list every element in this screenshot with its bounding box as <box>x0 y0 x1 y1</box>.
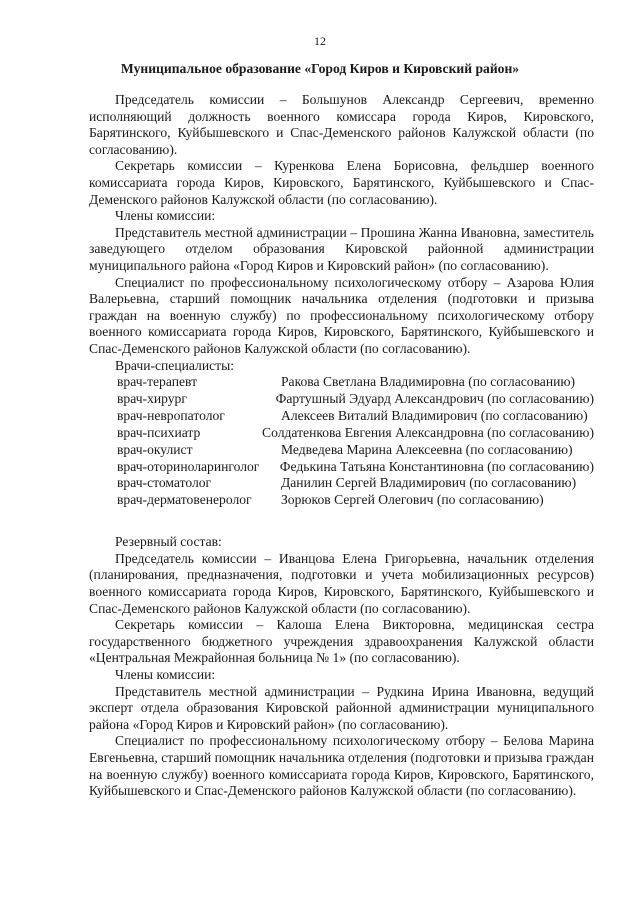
doctor-name: Федькина Татьяна Константиновна (по согласованию) <box>279 458 594 474</box>
doctor-specialty: врач-оториноларинголог <box>117 458 260 474</box>
doctor-specialty: врач-окулист <box>117 441 193 457</box>
doctor-row <box>89 425 594 442</box>
doctor-name: Солдатенкова Евгения Александровна (по согласованию) <box>262 424 594 440</box>
doctor-row <box>89 442 594 459</box>
doctor-specialty: врач-стоматолог <box>117 475 212 491</box>
doctor-specialty: врач-психиатр <box>117 424 201 440</box>
reserve-label: Резервный состав: <box>115 534 222 550</box>
doctor-name: Данилин Сергей Владимирович (по согласованию) <box>281 475 577 491</box>
main-chairman-paragraph: Председатель комиссии – Большунов Александр Сергеевич, временно исполняющий должность военного комиссара города Киров, Кировского, Барятинского, Куйбышевского и Спас-Деменского районов Калужской области (по согласованию). <box>89 92 594 157</box>
doctor-name: Фартушный Эдуард Александрович (по согласованию) <box>275 390 594 406</box>
document-title: Муниципальное образование «Город Киров и Кировский район» <box>120 61 520 76</box>
doctor-row <box>89 408 594 425</box>
doctor-name: Медведева Марина Алексеевна (по согласованию) <box>281 441 573 457</box>
doctor-specialty: врач-невропатолог <box>117 407 225 423</box>
doctor-row <box>89 492 594 509</box>
doctor-row <box>89 475 594 492</box>
reserve-members-label: Члены комиссии: <box>115 666 216 682</box>
doctor-row <box>89 374 594 391</box>
document-body <box>89 92 594 800</box>
doctor-name: Алексеев Виталий Владимирович (по согласованию) <box>281 407 588 423</box>
main-secretary-paragraph: Секретарь комиссии – Куренкова Елена Борисовна, фельдшер военного комиссариата города Киров, Кировского, Барятинского, Куйбышевского и Спас-Деменского районов Калужской области (по согласованию). <box>89 158 594 207</box>
main-psych-paragraph: Специалист по профессиональному психологическому отбору – Азарова Юлия Валерьевна, старший помощник начальника отделения (подготовки и призыва граждан на военную службу) по профессиональному психологическому отбору военного комиссариата города Киров, Кировского, Барятинского, Куйбышевского и Спас-Деменского районов Калужской области (по согласованию). <box>89 274 594 356</box>
page-number: 12 <box>314 34 326 48</box>
reserve-chairman-paragraph: Председатель комиссии – Иванцова Елена Григорьевна, начальник отделения (планирования, предназначения, подготовки и учета мобилизационных ресурсов) военного комиссариата города Киров, Кировского, Барятинского, Куйбышевского и Спас-Деменского районов Калужской области (по согласованию). <box>89 550 594 616</box>
doctor-name: Ракова Светлана Владимировна (по согласованию) <box>281 374 576 390</box>
doctor-name: Зорюков Сергей Олегович (по согласованию) <box>281 492 544 508</box>
doctor-specialty: врач-дерматовенеролог <box>117 492 252 508</box>
main-local-admin-paragraph: Представитель местной администрации – Прошина Жанна Ивановна, заместитель заведующего отделом образования Кировской районной администрации муниципального района «Город Киров и Кировский район» (по согласованию). <box>89 224 594 273</box>
reserve-secretary-paragraph: Секретарь комиссии – Калоша Елена Викторовна, медицинская сестра государственного бюджетного учреждения здравоохранения Калужской области «Центральная Межрайонная больница № 1» (по согласованию). <box>89 617 594 666</box>
doctors-list <box>89 374 594 509</box>
doctor-row <box>89 391 594 408</box>
doctors-label: Врачи-специалисты: <box>115 357 234 373</box>
doctor-row <box>89 459 594 476</box>
reserve-local-admin-paragraph: Представитель местной администрации – Рудкина Ирина Ивановна, ведущий эксперт отдела образования Кировской районной администрации муниципального района «Город Киров и Кировский район» (по согласованию). <box>89 683 594 732</box>
doctor-specialty: врач-терапевт <box>117 374 198 390</box>
reserve-psych-paragraph: Специалист по профессиональному психологическому отбору – Белова Марина Евгеньевна, старший помощник начальника отделения (подготовки и призыва граждан на военную службу) военного комиссариата города Киров, Кировского, Барятинского, Куйбышевского и Спас-Деменского районов Калужской области (по согласованию). <box>89 733 594 799</box>
doctor-specialty: врач-хирург <box>117 390 187 406</box>
main-members-label: Члены комиссии: <box>115 208 216 224</box>
